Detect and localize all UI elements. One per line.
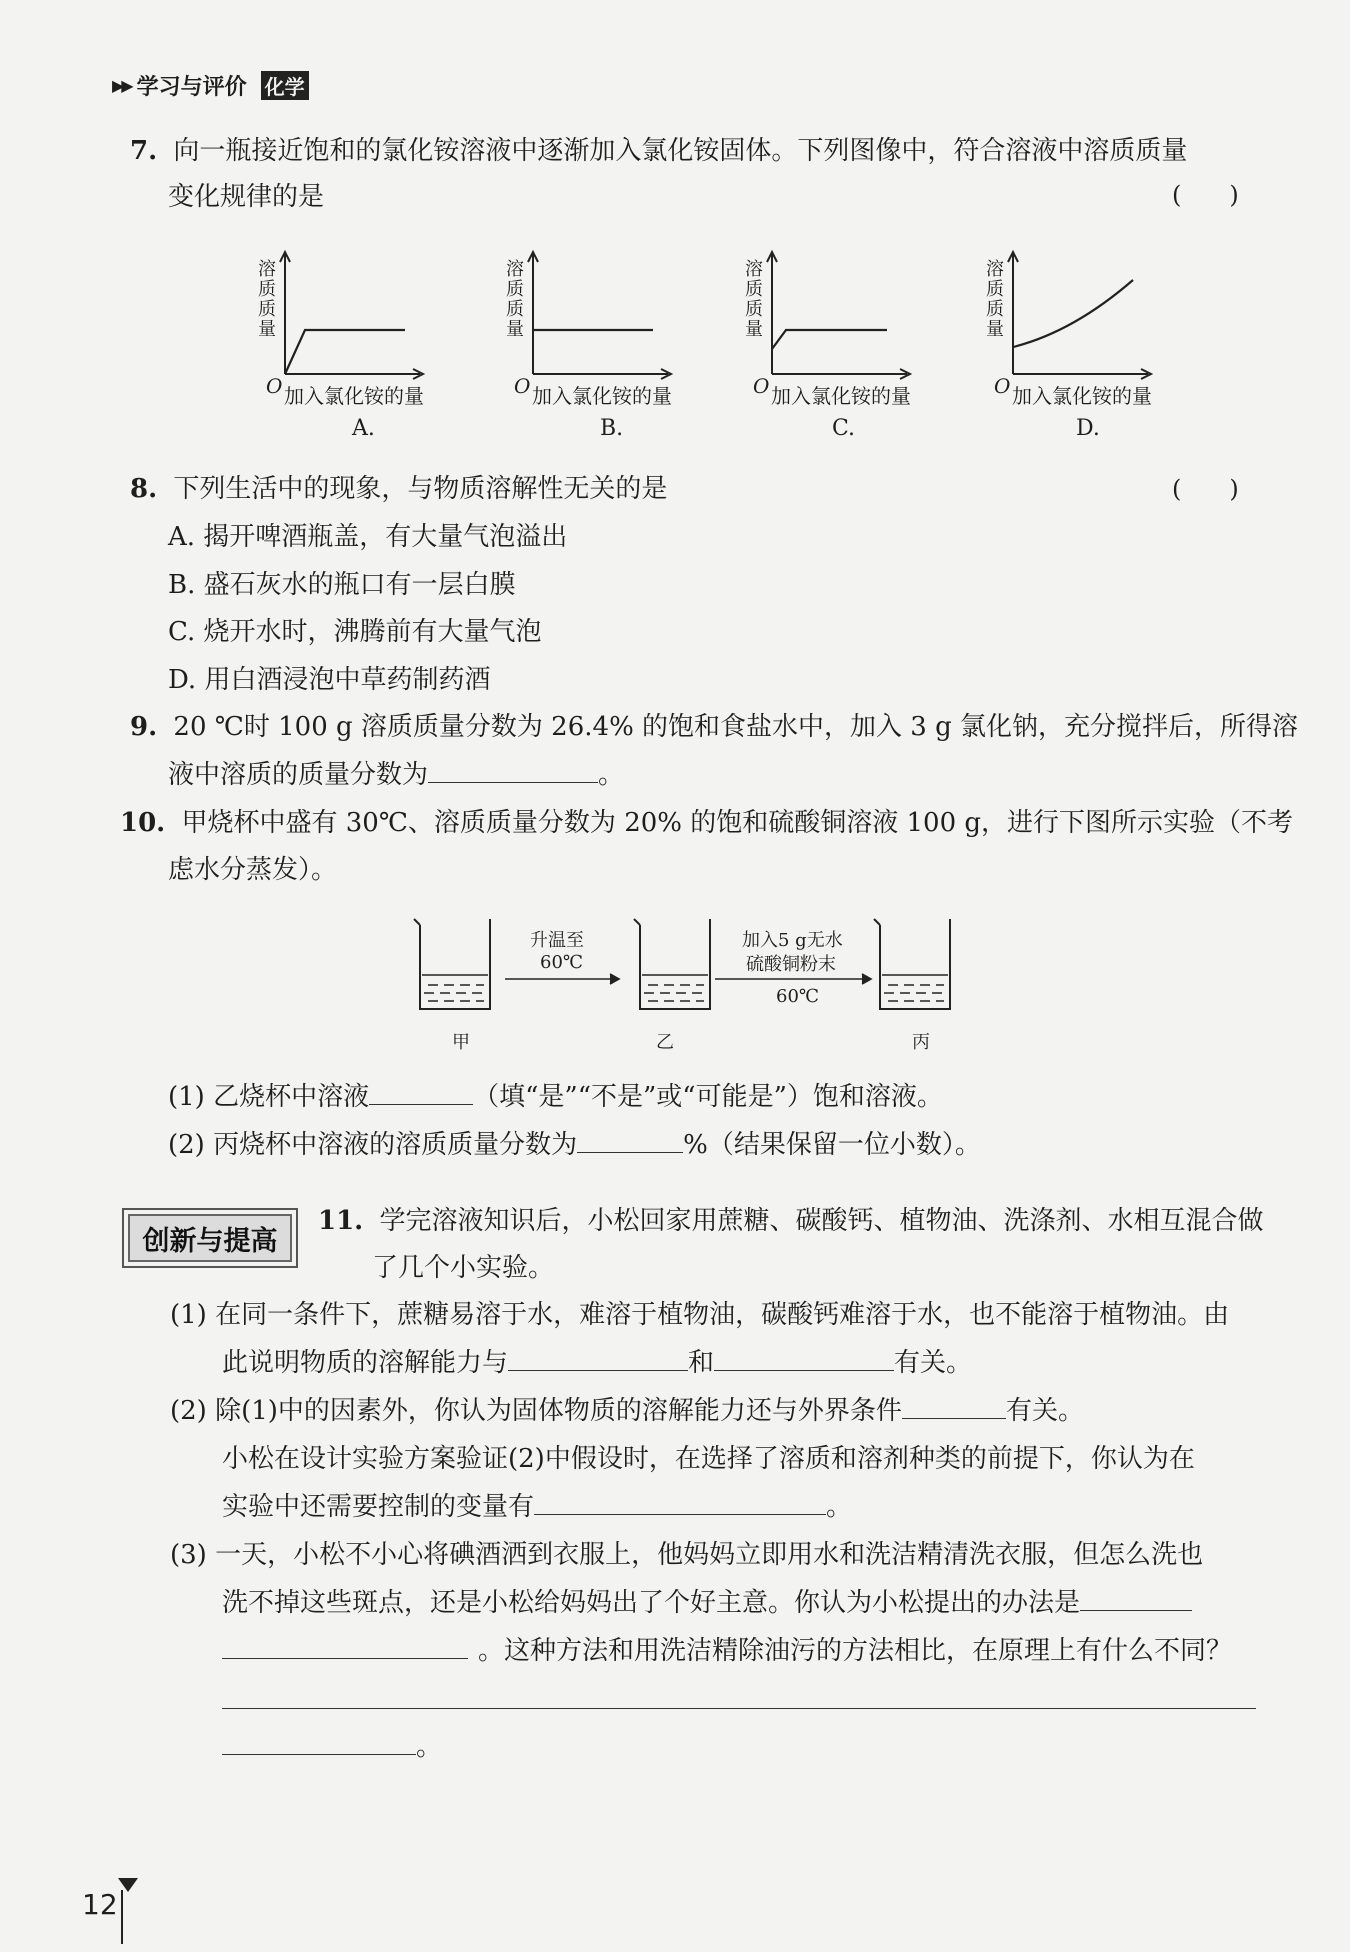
q9-answer-blank[interactable] [428,756,598,783]
q11-s3-line5 [222,1728,442,1766]
graph-d-ylabel: 溶质质量 [986,259,1004,340]
q11-s1-text: 此说明物质的溶解能力与 [222,1348,509,1378]
q8-number: 8. [130,474,158,504]
beaker-jia [414,919,490,1009]
q10-beaker-diagram [400,915,980,1035]
arrow-1 [505,974,619,984]
q11-s2-blank2[interactable] [534,1488,826,1515]
graph-c-ylabel: 溶质质量 [745,259,763,340]
q11-s1-line1: (1) 在同一条件下，蔗糖易溶于水，难溶于植物油，碳酸钙难溶于水，也不能溶于植物油。由 [170,1300,1230,1330]
q9-line2 [168,756,624,794]
page-marker-icon [116,1876,140,1946]
graph-d-xlabel: 加入氯化铵的量 [1012,384,1152,408]
q9-text: 20 ℃时 100 g 溶质质量分数为 26.4% 的饱和食盐水中，加入 3 g 氯化钠，充分搅拌后，所得溶 [173,712,1299,742]
q11-s1-and: 和 [688,1348,715,1378]
header-subject: 化学 [261,71,309,100]
q11-s2-end: 有关。 [1005,1396,1084,1426]
q11-s3-blank1[interactable] [1080,1584,1192,1611]
graph-c [767,252,910,379]
page-header [112,70,309,101]
q8-line [130,470,667,508]
q11-s3-blank2[interactable] [222,1632,468,1659]
arrow1-top-label: 升温至 [530,930,584,951]
q7-graphs [250,244,1200,444]
graph-c-letter: C. [832,416,856,441]
q10-number: 10. [120,808,166,838]
graph-b [528,252,671,379]
graph-a-ylabel: 溶质质量 [258,259,276,340]
graph-b-letter: B. [600,416,624,441]
header-title: 学习与评价 [136,75,247,100]
section-badge: 创新与提高 [122,1208,298,1268]
graph-d-letter: D. [1076,416,1100,441]
graph-a-origin: O [266,374,283,398]
q10-sub1-blank[interactable] [369,1078,473,1105]
beaker2-label: 乙 [656,1032,674,1053]
graph-d-origin: O [994,374,1011,398]
q7-line2: 变化规律的是 [168,182,325,212]
double-arrow-icon: ▶▶ [112,76,131,95]
q11-s2-period: 。 [826,1492,853,1522]
q11-s2-text3: 实验中还需要控制的变量有 [222,1492,535,1522]
q10-line1 [120,804,1293,842]
q11-s3-blank3[interactable] [222,1728,416,1755]
q11-s1-blank1[interactable] [508,1344,688,1371]
q11-s3-text3: 。这种方法和用洗洁精除油污的方法相比，在原理上有什么不同？ [478,1636,1233,1666]
q8-option-c[interactable]: C. 烧开水时，沸腾前有大量气泡 [168,617,542,647]
q11-s3-answer-line[interactable] [222,1708,1256,1709]
q7-answer-paren[interactable]: ( ) [1172,181,1239,209]
q10-sub1 [168,1078,943,1116]
q11-s3-line3 [222,1632,1232,1670]
q10-sub2 [168,1126,981,1164]
q11-s1-blank2[interactable] [714,1344,894,1371]
q8-option-d[interactable]: D. 用白酒浸泡中草药制药酒 [168,665,491,695]
q11-s1-line2 [222,1344,972,1382]
q8-option-b[interactable]: B. 盛石灰水的瓶口有一层白膜 [168,570,516,600]
q11-text: 学完溶液知识后，小松回家用蔗糖、碳酸钙、植物油、洗涤剂、水相互混合做 [379,1206,1264,1236]
graph-d [1008,252,1151,379]
q11-s3-line2 [222,1584,1192,1622]
arrow2-top-label-1: 加入5 g无水 [742,930,843,951]
graph-b-ylabel: 溶质质量 [506,259,524,340]
q10-text: 甲烧杯中盛有 30℃、溶质质量分数为 20% 的饱和硫酸铜溶液 100 g，进行下图所示实验（不考 [181,808,1294,838]
q10-sub2-text2: %（结果保留一位小数）。 [683,1130,981,1160]
q11-number: 11. [318,1206,364,1236]
q11-line1 [318,1202,1264,1240]
q7-number: 7. [130,136,158,166]
q11-s3-text2: 洗不掉这些斑点，还是小松给妈妈出了个好主意。你认为小松提出的办法是 [222,1588,1081,1618]
q11-s3-period: 。 [416,1732,443,1762]
q10-sub2-text: (2) 丙烧杯中溶液的溶质质量分数为 [168,1130,578,1160]
arrow1-bottom-label: 60℃ [540,952,584,973]
q11-s2-line1 [170,1392,1084,1430]
q8-answer-paren[interactable]: ( ) [1172,475,1239,503]
beaker-yi [634,919,710,1009]
q8-option-a[interactable]: A. 揭开啤酒瓶盖，有大量气泡溢出 [168,522,568,552]
graph-a-letter: A. [352,416,375,441]
q8-text: 下列生活中的现象，与物质溶解性无关的是 [173,474,668,504]
arrow2-top-label-2: 硫酸铜粉末 [746,954,836,975]
graph-a-xlabel: 加入氯化铵的量 [284,384,424,408]
beaker1-label: 甲 [452,1032,470,1053]
arrow2-bottom-label: 60℃ [776,986,820,1007]
graph-b-origin: O [514,374,531,398]
page-number: 12 [82,1888,118,1921]
q9-text2: 液中溶质的质量分数为 [168,760,429,790]
q7-text: 向一瓶接近饱和的氯化铵溶液中逐渐加入氯化铵固体。下列图像中，符合溶液中溶质质量 [173,136,1188,166]
q11-s2-line3 [222,1488,852,1526]
graph-b-xlabel: 加入氯化铵的量 [532,384,672,408]
graph-c-xlabel: 加入氯化铵的量 [771,384,911,408]
q11-s2-line2: 小松在设计实验方案验证(2)中假设时，在选择了溶质和溶剂种类的前提下，你认为在 [222,1444,1195,1474]
q11-s3-line1: (3) 一天，小松不小心将碘酒洒到衣服上，他妈妈立即用水和洗洁精清洗衣服，但怎么洗也 [170,1540,1204,1570]
q11-line2: 了几个小实验。 [372,1253,555,1283]
q9-line1 [130,708,1298,746]
graph-c-origin: O [753,374,770,398]
q10-sub2-blank[interactable] [577,1126,683,1153]
q10-sub1-text: (1) 乙烧杯中溶液 [168,1082,370,1112]
q11-s1-end: 有关。 [894,1348,973,1378]
beaker3-label: 丙 [912,1032,930,1053]
graph-a [280,252,423,379]
q7-line1 [130,132,1187,170]
q9-period: 。 [598,760,625,790]
q10-line2: 虑水分蒸发）。 [168,855,338,885]
q9-number: 9. [130,712,158,742]
q10-sub1-text2: （填“是”“不是”或“可能是”）饱和溶液。 [473,1082,943,1112]
q11-s2-text: (2) 除(1)中的因素外，你认为固体物质的溶解能力还与外界条件 [170,1396,902,1426]
beaker-bing [874,919,950,1009]
q11-s2-blank1[interactable] [902,1392,1006,1419]
